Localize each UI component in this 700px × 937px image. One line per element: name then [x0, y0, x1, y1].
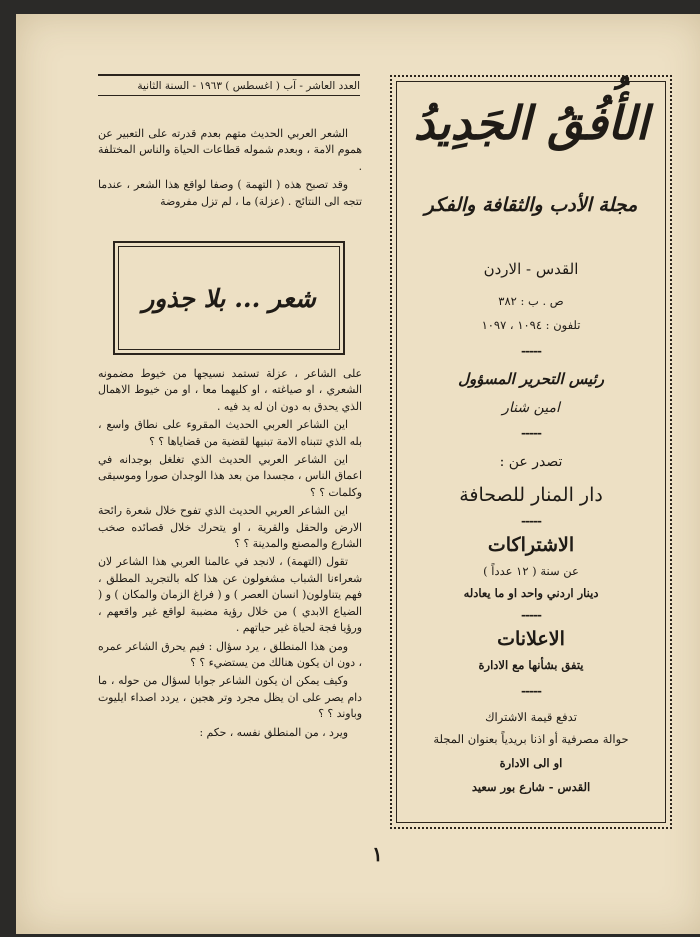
ads-heading: الاعلانات [497, 628, 565, 650]
issue-line: العدد العاشر - آب ( اغسطس ) ١٩٦٣ - السنة الثانية [98, 74, 360, 96]
article-paragraph: ويرد ، من المنطلق نفسه ، حكم : [199, 725, 348, 739]
separator: ----- [521, 344, 541, 358]
separator: ----- [521, 426, 541, 440]
article-paragraph: تقول (التهمة) ، لانجد في عالمنا العربي هذا الشاعر لان شعراءنا الشباب مشغولون عن هذا كله بالتجريد المطلق ، فهم يتناولون( انسان العصر ) و ( فراغ الزمان والمكان ) و ( الضياع الابدي ) من خلال رؤية مضببة لواقع غير واقعهم ، ورؤيا فجة لحياة غير حياتهم . [98, 555, 362, 635]
subscriptions-heading: الاشتراكات [487, 534, 575, 556]
article-body [98, 366, 362, 743]
article-paragraph: وقد تصبح هذه ( التهمة ) وصفا لواقع هذا الشعر ، عندما تتجه الى النتائج . (عزلة) ما ، لم تزل مفروضة [98, 178, 362, 208]
payment-line: او الى الادارة [499, 756, 563, 770]
article-paragraph: ومن هذا المنطلق ، يرد سؤال : فيم يحرق الشاعر عمره ، دون ان يكون هنالك من يستضيء ؟ ؟ [98, 639, 362, 669]
poem-title-box [113, 241, 345, 355]
page-number: ١ [372, 842, 383, 866]
subscription-price: دينار اردني واحد او ما يعادله [463, 586, 599, 600]
masthead-frame [390, 75, 672, 829]
location: القدس - الاردن [483, 260, 579, 278]
payment-line: تدفع قيمة الاشتراك [485, 710, 577, 724]
subscription-term: عن سنة ( ١٢ عدداً ) [483, 564, 579, 578]
article-paragraph: اين الشاعر العربي الحديث الذي تفوح خلال شعرة رائحة الارض والحقل والقرية ، او يتحرك خلال قصائده صخب الشارع والمصنع والمدينة ؟ ؟ [98, 504, 362, 551]
separator: ----- [521, 684, 541, 698]
article-paragraph: اين الشاعر العربي الحديث المقروء على نطاق واسع ، بله الذي تتبناه الامة تبنيها لقضية من قضاياها ؟ ؟ [98, 418, 362, 448]
editor-label: رئيس التحرير المسؤول [458, 370, 604, 388]
article-paragraph: الشعر العربي الحديث متهم بعدم قدرته على التعبير عن هموم الامة ، وبعدم شموله قطاعات الحياة والناس المختلفة . [98, 127, 362, 173]
phone: تلفون : ١٠٩٤ ، ١٠٩٧ [481, 318, 581, 332]
separator: ----- [521, 514, 541, 528]
po-box: ص . ب : ٣٨٢ [498, 294, 564, 308]
published-by-label: تصدر عن : [499, 454, 563, 470]
editor-name: امين شنار [502, 400, 560, 416]
publisher: دار المنار للصحافة [459, 484, 603, 506]
poem-title: شعر ... بلا جذور [142, 283, 316, 313]
article-paragraph: اين الشاعر العربي الحديث الذي تغلغل بوجدانه في اعماق الناس ، مجسدا من بعد هذا الوجدان صورا وموسيقى وكلمات ؟ ؟ [98, 453, 362, 499]
payment-line: حوالة مصرفية أو اذنا بريدياً بعنوان المجلة [433, 732, 629, 746]
article-top [98, 126, 362, 212]
address: القدس - شارع بور سعيد [471, 780, 591, 794]
ads-note: يتفق بشأنها مع الادارة [478, 658, 584, 672]
separator: ----- [521, 608, 541, 622]
article-paragraph: وكيف يمكن ان يكون الشاعر جوابا لسؤال من حوله ، ما دام يصر على ان يظل مجرد وتر هجين ، يردد اصداء ايليوت وباوند ؟ ؟ [98, 674, 362, 721]
magazine-title: الأُفُقُ الجَدِيدُ [413, 96, 649, 150]
magazine-subtitle: مجلة الأدب والثقافة والفكر [424, 194, 638, 216]
article-paragraph: على الشاعر ، عزلة تستمد نسيجها من خيوط مضمونه الشعري ، او صياغته ، او كليهما معا ، او من خيوط الاهمال الذي يحدق به دون ان له يد فيه . [98, 367, 362, 413]
